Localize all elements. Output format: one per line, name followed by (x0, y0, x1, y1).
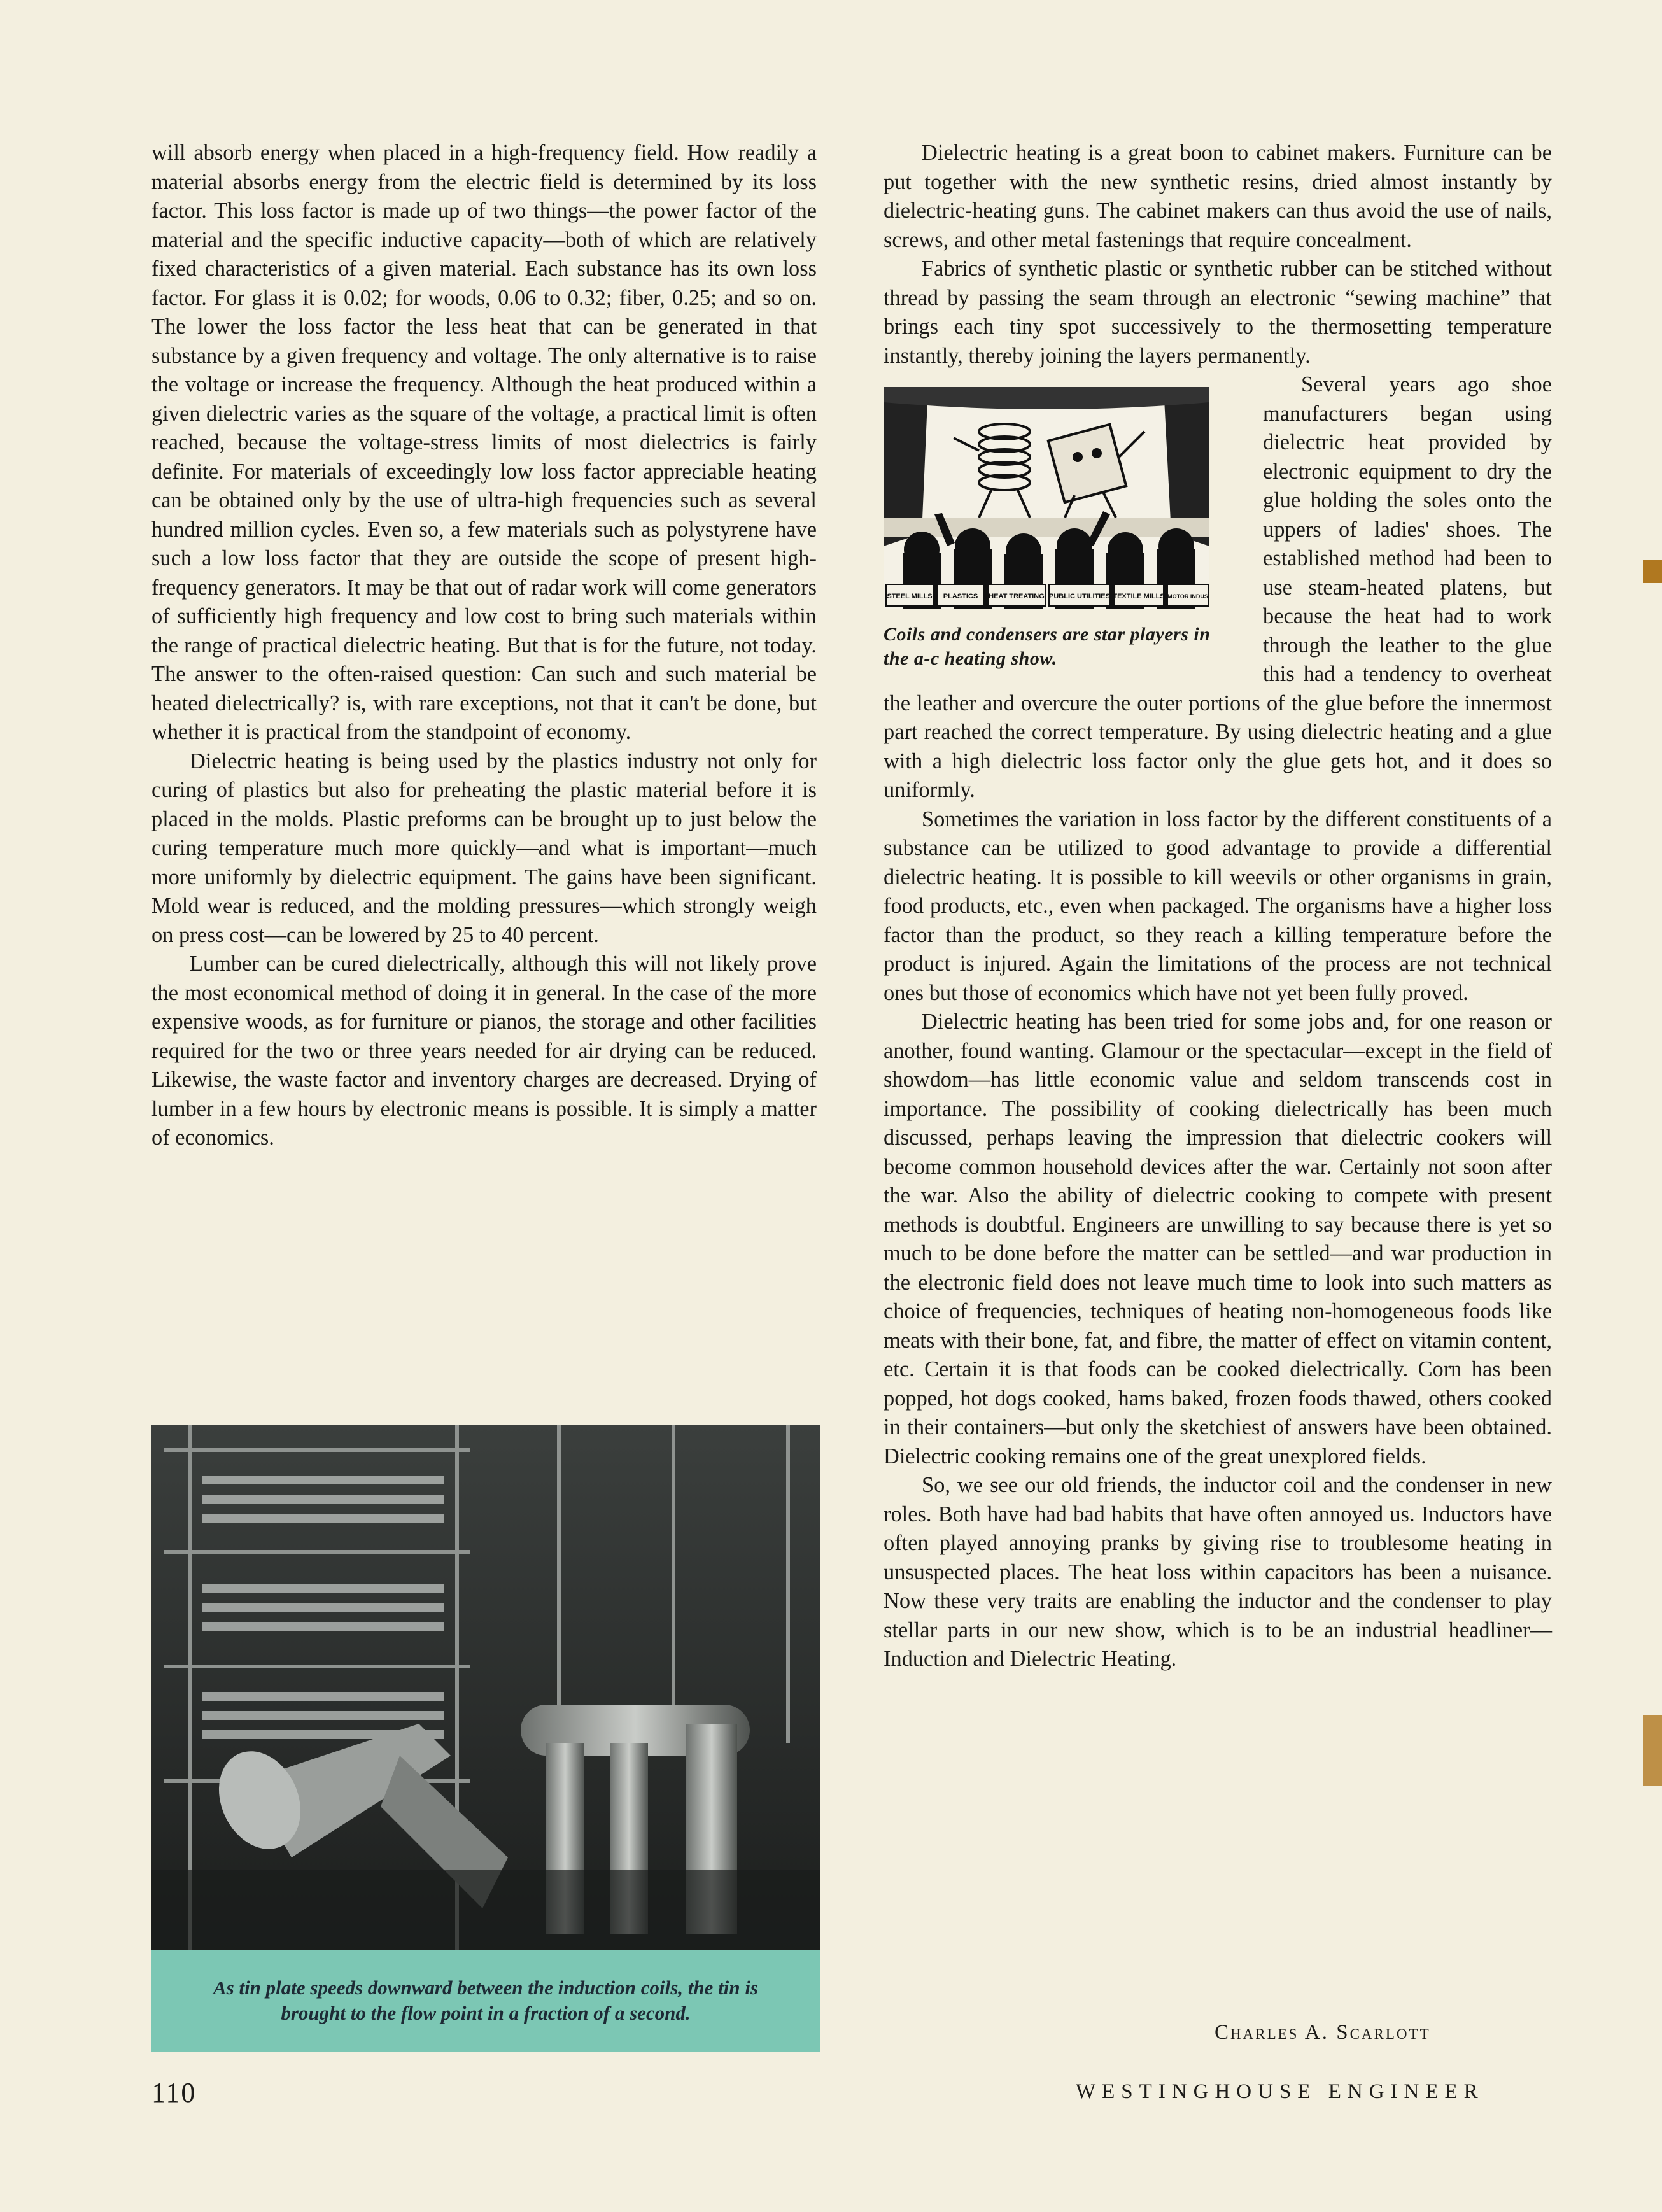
sign-textile-mills: TEXTILE MILLS (1113, 593, 1165, 600)
paragraph: Dielectric heating is a great boon to cabinet makers. Furniture can be put together with the new synthetic resins, dried almost instantly by dielectric-heating guns. The cabinet makers can thus avoid the use of nails, screws, and other metal fastenings that require concealment. (884, 141, 1552, 252)
photo-caption-text: As tin plate speeds downward between the induction coils, the tin is brought to the flow point in a fraction of a second. (213, 1976, 759, 2024)
sign-plastics: PLASTICS (943, 593, 978, 600)
running-footer: WESTINGHOUSE ENGINEER (1076, 2080, 1484, 2103)
sign-heat-treating: HEAT TREATING (989, 593, 1045, 600)
page-edge-mark (1643, 1715, 1662, 1786)
paragraph: Sometimes the variation in loss factor by the different constituents of a substance can be utilized to good advantage to provide a differential dielectric heating. It is possible to kill weevils or other organisms in grain, food products, etc., even when packaged. The organisms have a higher loss factor than the product, so they reach a killing temperature before the product is injured. Again the limitations of the process are not technical ones but those of economics which have not yet been fully proved. (884, 807, 1552, 1005)
paragraph: Dielectric heating has been tried for some jobs and, for one reason or another, found wanting. Glamour or the spectacular—except in the field of showdom—has little economic value and seldom transcends cost in importance. The possibility of cooking dielectrically has been much discussed, perhaps leaving the impression that dielectric cookers will become common household devices after the war. Certainly not soon after the war. Also the ability of dielectric cooking to compete with present methods is doubtful. Engineers are unwilling to say because there is yet so much to be done before the matter can be settled—and war production in the electronic field does not leave much time to look into such matters as choice of frequencies, techniques of heating non-homogeneous foods like meats with their bone, fat, and fibre, the matter of effect on vitamin content, etc. Certain it is that foods can be cooked dielectrically. Corn has been popped, hot dogs cooked, hams baked, frozen foods thawed, others cooked in their containers—but only the sketchiest of answers have been obtained. Dielectric cooking remains one of the great unexplored fields. (884, 1010, 1552, 1469)
photo-caption (151, 1950, 820, 2052)
paragraph: Fabrics of synthetic plastic or synthetic rubber can be stitched without thread by passing the seam through an electronic “sewing machine” that brings each tiny spot successively to the thermosetting temperature instantly, thereby joining the layers permanently. (884, 257, 1552, 368)
left-column (151, 139, 817, 1153)
page-number: 110 (151, 2077, 197, 2108)
sign-steel-mills: STEEL MILLS (887, 593, 933, 600)
induction-coil-photo (151, 1425, 820, 1950)
paragraph: So, we see our old friends, the inductor coil and the condenser in new roles. Both have had bad habits that have often annoyed us. Inductors have often played annoying pranks by giving rise to troublesome heating in unsuspected places. The heat loss within capacitors has been a nuisance. Now these very traits are enabling the inductor and the condenser to play stellar parts in our new show, which is to be an industrial headliner—Induction and Dielectric Heating. (884, 1473, 1552, 1671)
page-edge-mark (1643, 560, 1662, 583)
author-byline: Charles A. Scarlott (1215, 2021, 1431, 2044)
cartoon-caption: Coils and condensers are star players in the a-c heating show. (884, 624, 1211, 669)
paragraph: will absorb energy when placed in a high-frequency field. How readily a material absorbs energy from the electric field is determined by its loss factor. This loss factor is made up of two things—the power factor of the material and the specific inductive capacity—both of which are relatively fixed characteristics of a given material. Each substance has its own loss factor. For glass it is 0.02; for woods, 0.06 to 0.32; fiber, 0.25; and so on. The lower the loss factor the less heat that can be generated in that substance by a given frequency and voltage. The only alternative is to raise the voltage or increase the frequency. Although the heat produced within a given dielectric varies as the square of the voltage, a practical limit is often reached, because the voltage-stress limits of most dielectrics is fairly definite. For materials of exceedingly low loss factor appreciable heating can be obtained only by the use of ultra-high frequencies such as several hundred million cycles. Even so, a few materials such as polystyrene have such a low loss factor that they are outside the scope of present high-frequency generators. It may be that out of radar work will come generators of sufficiently high frequency and low cost to bring such materials within the range of practical dielectric heating. But that is for the future, not today. The answer to the often-raised question: Can such and such material be heated dielectrically? is, with rare exceptions, not that it can't be done, but whether it is practical from the standpoint of economy. (151, 141, 817, 744)
sign-public-utilities: PUBLIC UTILITIES (1049, 593, 1110, 600)
cartoon-illustration (884, 387, 1209, 609)
paragraph: Lumber can be cured dielectrically, although this will not likely prove the most economical method of doing it in general. In the case of the more expensive woods, as for furniture or pianos, the storage and other facilities required for the two or three years needed for air drying can be reduced. Likewise, the waste factor and inventory charges are decreased. Drying of lumber in a few hours by electronic means is possible. It is simply a matter of economics. (151, 952, 817, 1150)
cartoon-figure (884, 387, 1250, 671)
paragraph: Several years ago shoe manufacturers began using dielectric heat provided by electronic equipment to dry the glue holding the soles onto the uppers of ladies' shoes. The established method had been to use steam-heated platens, but because the heat had to work through the leather to the glue this had a tendency to overheat the leather and overcure the outer portions of the glue before the innermost part reached the correct temperature. By using dielectric heating and a glue with a high dielectric loss factor only the glue gets hot, and it does so uniformly. (884, 372, 1552, 802)
right-column (884, 139, 1552, 1674)
sign-motor-indus: MOTOR INDUS (1167, 593, 1208, 600)
paragraph: Dielectric heating is being used by the plastics industry not only for curing of plastics but also for preheating the plastic material before it is placed in the molds. Plastic preforms can be brought up to just below the curing temperature much more quickly—and what is important—much more uniformly by dielectric equipment. The gains have been significant. Mold wear is reduced, and the molding pressures—which strongly weigh on press cost—can be lowered by 25 to 40 percent. (151, 749, 817, 947)
